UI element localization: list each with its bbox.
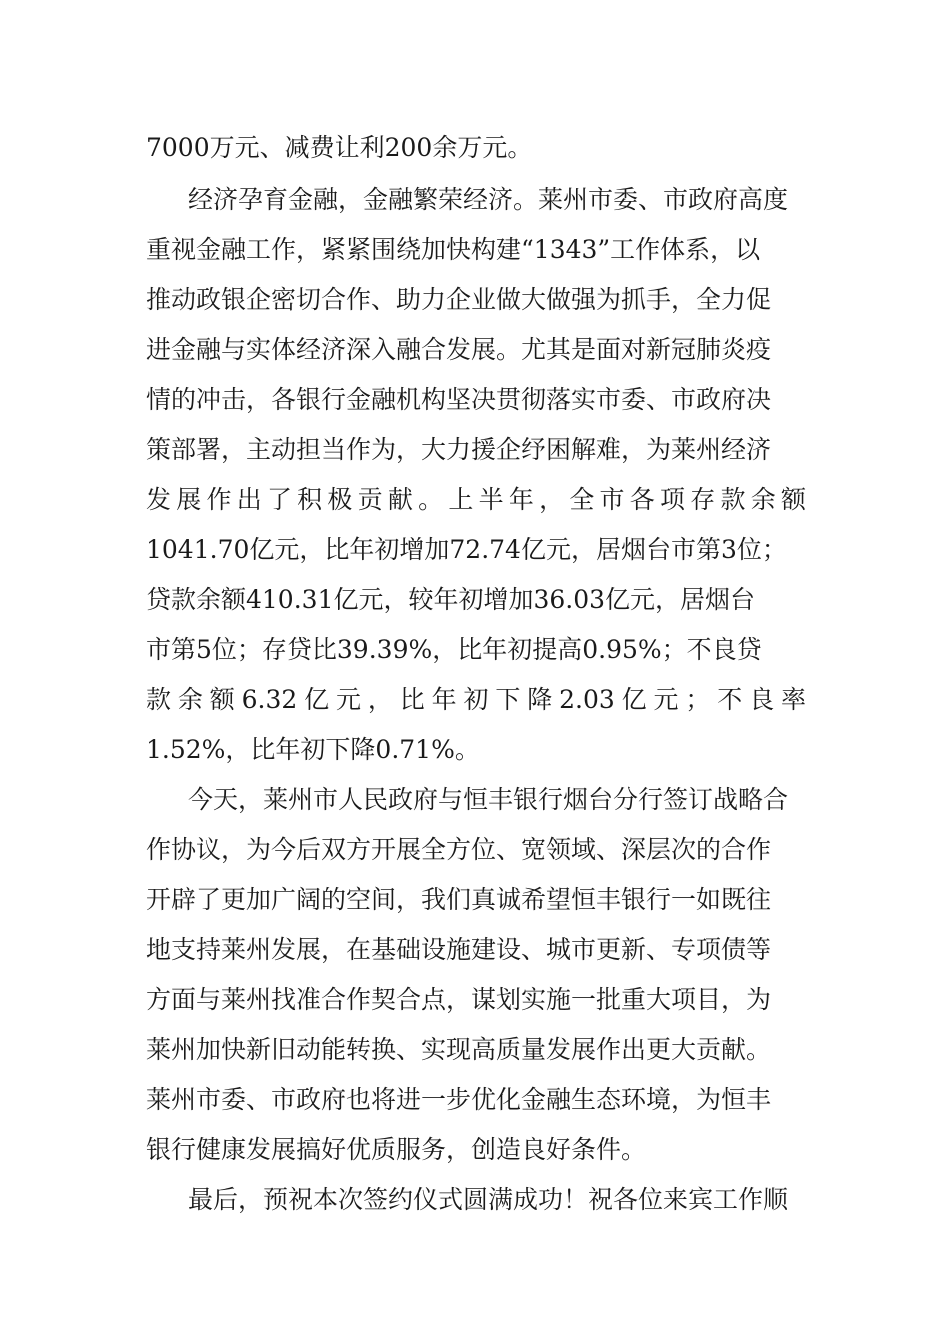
text-line: 1.52%，比年初下降0.71%。: [146, 735, 480, 764]
paragraph-start: 今天，莱州市人民政府与恒丰银行烟台分行签订战略合: [188, 785, 789, 814]
text-line: 1041.70亿元，比年初增加72.74亿元，居烟台市第3位；: [146, 535, 787, 564]
text-line: 开辟了更加广阔的空间，我们真诚希望恒丰银行一如既往: [146, 885, 772, 914]
text-line: 策部署，主动担当作为，大力援企纾困解难，为莱州经济: [146, 435, 772, 464]
text-line: 款余额6.32亿元，比年初下降2.03亿元；不良率: [146, 685, 806, 714]
text-line: 推动政银企密切合作、助力企业做大做强为抓手，全力促: [146, 285, 772, 314]
text-line: 地支持莱州发展，在基础设施建设、城市更新、专项债等: [146, 935, 772, 964]
text-line: 7000万元、减费让利200余万元。: [146, 133, 533, 162]
text-line: 市第5位；存贷比39.39%，比年初提高0.95%；不良贷: [146, 635, 762, 664]
text-line: 情的冲击，各银行金融机构坚决贯彻落实市委、市政府决: [146, 385, 772, 414]
text-line: 莱州市委、市政府也将进一步优化金融生态环境，为恒丰: [146, 1085, 772, 1114]
text-line: 贷款余额410.31亿元，较年初增加36.03亿元，居烟台: [146, 585, 756, 614]
text-line: 银行健康发展搞好优质服务，创造良好条件。: [146, 1135, 647, 1164]
paragraph-start: 经济孕育金融，金融繁荣经济。莱州市委、市政府高度: [188, 185, 789, 214]
text-line: 莱州加快新旧动能转换、实现高质量发展作出更大贡献。: [146, 1035, 772, 1064]
text-line: 重视金融工作，紧紧围绕加快构建“1343”工作体系，以: [146, 235, 761, 264]
text-line: 发展作出了积极贡献。上半年，全市各项存款余额: [146, 485, 806, 514]
text-line: 方面与莱州找准合作契合点，谋划实施一批重大项目，为: [146, 985, 772, 1014]
paragraph-start: 最后，预祝本次签约仪式圆满成功！祝各位来宾工作顺: [188, 1185, 789, 1214]
text-line: 作协议，为今后双方开展全方位、宽领域、深层次的合作: [146, 835, 772, 864]
text-line: 进金融与实体经济深入融合发展。尤其是面对新冠肺炎疫: [146, 335, 772, 364]
